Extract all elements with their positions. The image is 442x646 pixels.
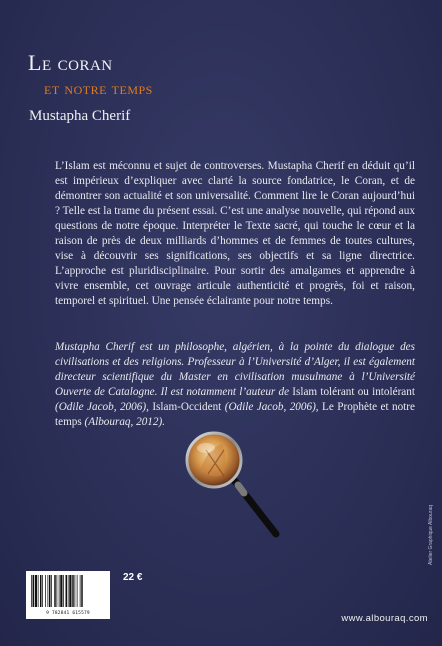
barcode-bar	[72, 575, 74, 607]
barcode-bar	[68, 575, 69, 607]
barcode-bar	[57, 575, 58, 607]
book-title-line2: et notre temps	[44, 79, 153, 98]
barcode-bar	[60, 575, 62, 607]
barcode-bar	[42, 575, 43, 607]
bio-publisher: (Odile Jacob, 2006),	[221, 401, 323, 413]
barcode-bar	[69, 575, 71, 607]
barcode-bar	[40, 575, 42, 607]
magnifying-glass-icon	[184, 430, 284, 540]
barcode-bars	[26, 571, 110, 611]
barcode-bar	[77, 575, 78, 607]
barcode-bar	[48, 575, 49, 607]
barcode-bar	[81, 575, 83, 607]
barcode-bar	[59, 575, 60, 607]
book-blurb: L’Islam est méconnu et sujet de controverses. Mustapha Cherif en déduit qu’il est impérieux d’expliquer avec clarté la source fondatrice, le Coran, et de démontrer son actualité et son universalité. Comment lire le Coran aujourd’hui ? Telle est la trame du présent essai. C’est une analyse nouvelle, qui répond aux questions de notre époque. Interpréter le Texte sacré, qui touche le cœur et la raison de près de deux milliards d’hommes et de femmes de toutes cultures, vise à découvrir ses significations, ses objectifs et sa ligne directrice. L’approche est pluridisciplinaire. Pour sortir des amalgames et apprendre à vivre ensemble, cet ouvrage articule authenticité et progrès, foi et raison, temporel et spirituel. Une pensée éclairante pour notre temps.	[55, 160, 415, 307]
barcode-bar	[38, 575, 39, 607]
barcode-bar	[35, 575, 37, 607]
author-name: Mustapha Cherif	[29, 108, 131, 124]
barcode-bar	[80, 575, 81, 607]
barcode-bar	[63, 575, 64, 607]
bio-publisher: (Albouraq, 2012).	[81, 416, 166, 428]
barcode-bar	[31, 575, 32, 607]
barcode-bar	[75, 575, 76, 607]
barcode-bar	[45, 575, 46, 607]
bio-work-title: Islam-Occident	[152, 401, 222, 413]
price: 22 €	[123, 572, 143, 583]
barcode-bar	[51, 575, 52, 607]
author-bio	[55, 340, 415, 430]
bio-work-title: Islam tolérant ou intolérant	[292, 386, 415, 398]
bio-text: Mustapha Cherif est un philosophe, algérien, à la pointe du dialogue des civilisations et des religions. Professeur à l’Université d’Alger, il est également directeur scientifique du Master en civilisation musulmane à l’Université Ouverte de Catalogne. Il est notamment l’auteur de	[55, 341, 415, 398]
book-title-line1: Le coran	[28, 50, 113, 75]
barcode-bar	[33, 575, 35, 607]
bio-work-title: Le Prophète et notre temps	[55, 401, 415, 428]
barcode-bar	[49, 575, 51, 607]
barcode-number: 9 782841 615579	[46, 611, 90, 616]
graphic-credit: Atelier Graphique Albouraq	[428, 504, 434, 565]
publisher-website: www.albouraq.com	[341, 613, 428, 624]
barcode-bar	[54, 575, 56, 607]
barcode-bar	[66, 575, 68, 607]
bio-publisher: (Odile Jacob, 2006),	[55, 401, 153, 413]
